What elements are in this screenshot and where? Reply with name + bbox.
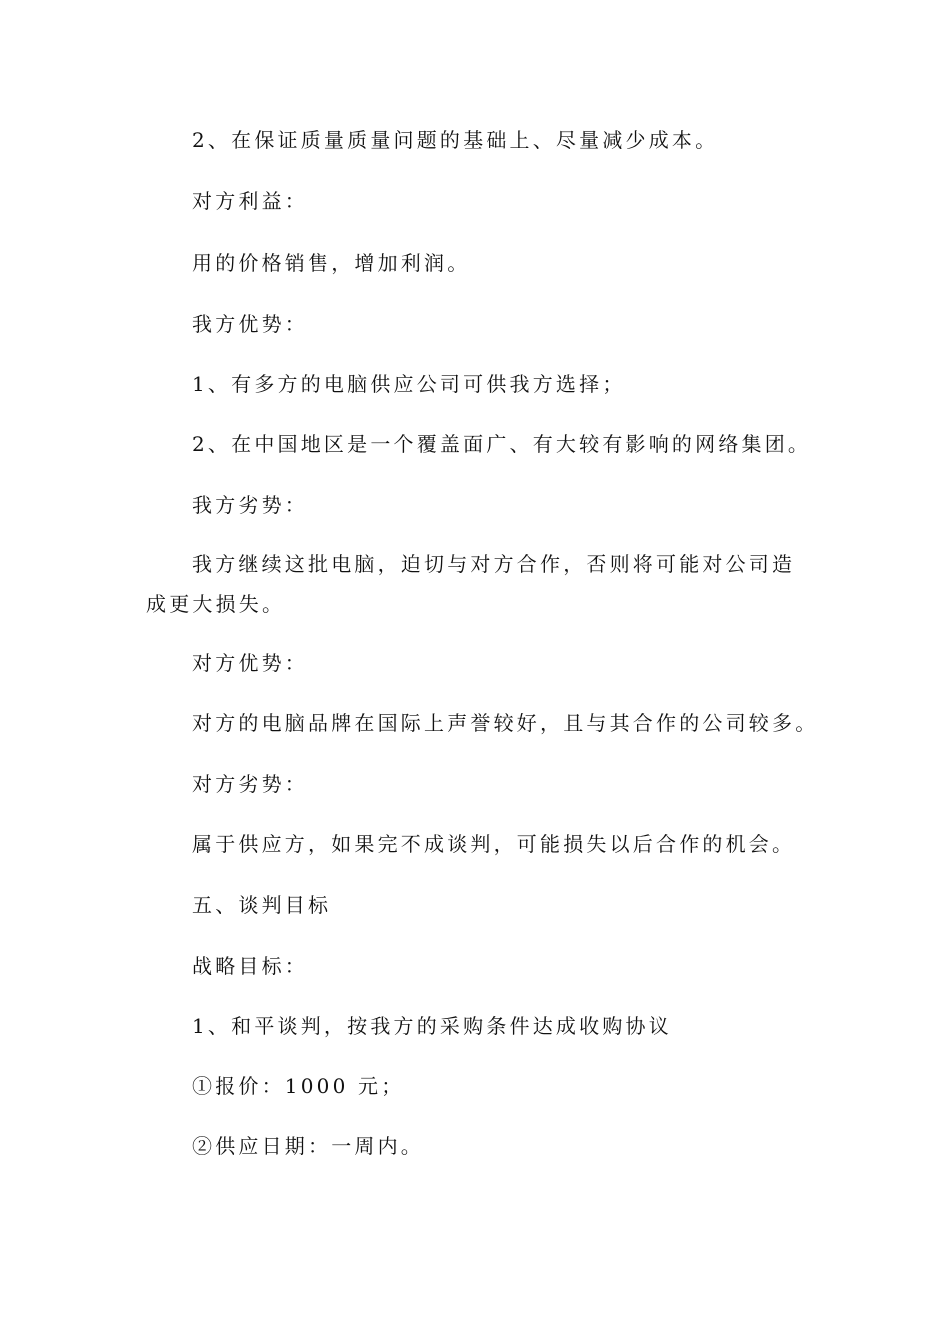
section-heading-negotiation-goals: 五、谈判目标 [192, 893, 332, 917]
heading-counterparty-advantages: 对方优势： [192, 651, 308, 675]
heading-counterparty-interest: 对方利益： [192, 189, 308, 213]
heading-our-disadvantages: 我方劣势： [192, 493, 308, 517]
heading-counterparty-disadvantages: 对方劣势： [192, 772, 308, 796]
paragraph-counterparty-disadvantage: 属于供应方，如果完不成谈判，可能损失以后合作的机会。 [192, 832, 796, 856]
paragraph-counterparty-advantage: 对方的电脑品牌在国际上声誉较好，且与其合作的公司较多。 [192, 711, 819, 735]
heading-strategic-goals: 战略目标： [192, 954, 308, 978]
paragraph-our-disadvantage-line-2: 成更大损失。 [146, 592, 286, 616]
list-item-quote: ①报价：1000 元； [192, 1074, 405, 1098]
paragraph-cost-reduction: 2、在保证质量质量问题的基础上、尽量减少成本。 [192, 128, 719, 152]
paragraph-our-disadvantage-line-1: 我方继续这批电脑，迫切与对方合作，否则将可能对公司造 [192, 552, 796, 576]
paragraph-strategic-goal-1: 1、和平谈判，按我方的采购条件达成收购协议 [192, 1014, 672, 1038]
list-item-supply-date: ②供应日期：一周内。 [192, 1134, 424, 1158]
paragraph-our-advantage-2: 2、在中国地区是一个覆盖面广、有大较有影响的网络集团。 [192, 432, 812, 456]
paragraph-our-advantage-1: 1、有多方的电脑供应公司可供我方选择； [192, 372, 626, 396]
paragraph-counterparty-interest: 用的价格销售，增加利润。 [192, 251, 471, 275]
heading-our-advantages: 我方优势： [192, 312, 308, 336]
